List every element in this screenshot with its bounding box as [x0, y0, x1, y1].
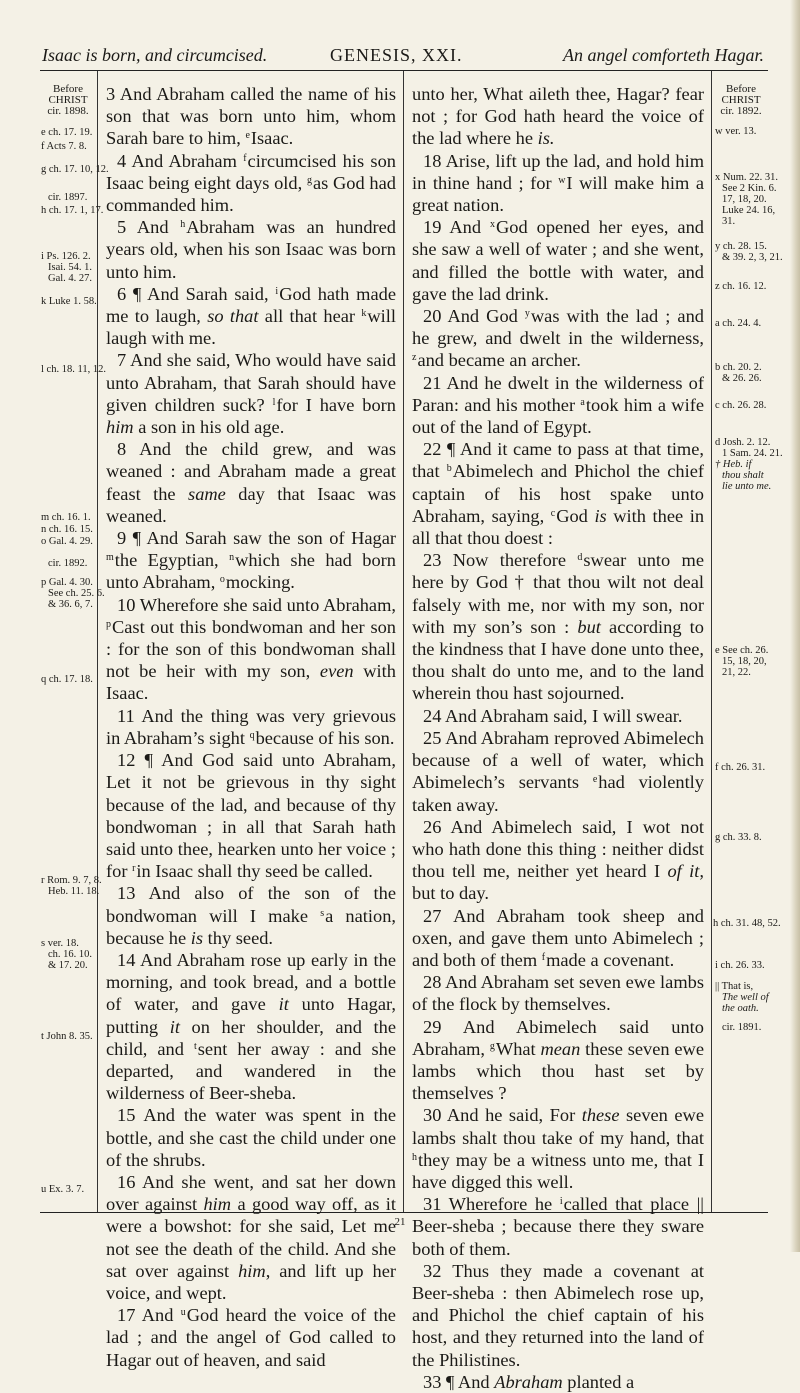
margin-note: z ch. 16. 12.: [715, 281, 767, 292]
header-center: GENESIS, XXI.: [330, 45, 463, 65]
verse-30: 30 And he said, For these seven ewe lambs shalt thou take of my hand, that $^h$they may be a witness unto me, that I have digged this well.: [412, 1105, 704, 1192]
margin-note: & 17. 20.: [48, 960, 88, 971]
margin-note: lie unto me.: [722, 481, 772, 492]
verse-4: 4 And Abraham $^f$circumcised his son Isaac being eight days old, $^g$as God had commanded him.: [106, 150, 396, 216]
verse-14: 14 And Abraham rose up early in the morning, and took bread, and a bottle of water, and gave it unto Hagar, putting it on her shoulder, and the child, and $^t$sent her away : and she departed, and wandered in the wilderness of Beer-sheba.: [106, 949, 396, 1104]
verse-20: 20 And God $^y$was with the lad ; and he grew, and dwelt in the wilderness, $^z$and became an archer.: [412, 306, 704, 371]
margin-note: Isai. 54. 1.: [48, 262, 93, 273]
right-margin-heading: Before CHRIST cir. 1892.: [720, 83, 762, 117]
margin-note: h ch. 31. 48, 52.: [713, 918, 781, 929]
verse-27: 27 And Abraham took sheep and oxen, and gave them unto Abimelech ; and both of them $^f$made a covenant.: [412, 905, 704, 970]
verse-13: 13 And also of the son of the bondwoman will I make $^s$a nation, because he is thy seed.: [106, 883, 396, 948]
margin-note: thou shalt: [722, 470, 764, 481]
running-header: [40, 40, 768, 71]
margin-note: m ch. 16. 1.: [41, 512, 91, 523]
right-margin: [713, 84, 769, 121]
margin-note: Gal. 4. 27.: [48, 273, 93, 284]
verse-22: 22 ¶ And it came to pass at that time, that $^b$Abimelech and Phichol the chief captain of his host spake unto Abraham, saying, $^c$God is with thee in all that thou doest :: [412, 439, 705, 549]
text-column-right: [412, 83, 704, 1393]
margin-note: s ver. 18.: [41, 938, 79, 949]
margin-note: cir. 1897.: [48, 192, 88, 203]
left-margin-rule: [97, 71, 98, 1213]
margin-note: o Gal. 4. 29.: [41, 536, 93, 547]
margin-note: e See ch. 26.: [715, 645, 769, 656]
margin-note: cir. 1891.: [722, 1022, 762, 1033]
verse-29: 29 And Abimelech said unto Abraham, $^g$What mean these seven ewe lambs which thou hast set by themselves ?: [412, 1016, 705, 1104]
margin-note: the oath.: [722, 1003, 759, 1014]
margin-note: † Heb. if: [715, 459, 752, 470]
margin-note: 31.: [722, 216, 736, 227]
left-margin-heading: Before CHRIST cir. 1898.: [47, 83, 89, 117]
header-left: Isaac is born, and circumcised.: [42, 45, 268, 65]
center-column-rule: [403, 71, 404, 1213]
verse-19: 19 And $^x$God opened her eyes, and she saw a well of water ; and she went, and filled the bottle with water, and gave the lad drink.: [412, 217, 704, 304]
margin-note: & 26. 26.: [722, 373, 762, 384]
margin-note: l ch. 18. 11, 12.: [41, 364, 106, 375]
margin-note: 15, 18, 20,: [722, 656, 767, 667]
verse-33: 33 ¶ And Abraham planted a: [423, 1371, 635, 1392]
margin-note: x Num. 22. 31.: [715, 172, 778, 183]
verse-10: 10 Wherefore she said unto Abraham, $^p$Cast out this bondwoman and her son : for the son of this bondwoman shall not be heir with my son, even with Isaac.: [106, 594, 396, 704]
verse-24: 24 And Abraham said, I will swear.: [423, 705, 683, 726]
verse-3: 3 And Abraham called the name of his son that was born unto him, whom Sarah bare to him, $^e$Isaac.: [106, 84, 396, 149]
text-column-left: [106, 83, 396, 1371]
header-right: An angel comforteth Hagar.: [563, 45, 764, 65]
margin-note: y ch. 28. 15.: [715, 241, 767, 252]
margin-note: a ch. 24. 4.: [715, 318, 762, 329]
verse-25: 25 And Abraham reproved Abimelech because of a well of water, which Abimelech’s servants $^e$had violently taken away.: [412, 727, 704, 815]
verse-8: 8 And the child grew, and was weaned : and Abraham made a great feast the same day that Isaac was weaned.: [106, 439, 396, 526]
margin-note: b ch. 20. 2.: [715, 362, 762, 373]
margin-note: q ch. 17. 18.: [41, 674, 93, 685]
margin-note: Luke 24. 16,: [722, 205, 776, 216]
margin-note: f ch. 26. 31.: [715, 762, 766, 773]
margin-note: 21, 22.: [722, 667, 751, 678]
verse-26: 26 And Abimelech said, I wot not who hath done this thing : neither didst thou tell me, neither yet heard I of it, but to day.: [412, 816, 704, 904]
margin-note: d Josh. 2. 12.: [715, 437, 771, 448]
margin-note: p Gal. 4. 30.: [41, 577, 93, 588]
margin-note: k Luke 1. 58.: [41, 296, 97, 307]
margin-note: t John 8. 35.: [41, 1031, 93, 1042]
verse-7: 7 And she said, Who would have said unto Abraham, that Sarah should have given children suck? $^l$for I have born him a son in his old age.: [106, 350, 396, 438]
margin-note: & 39. 2, 3, 21.: [722, 252, 783, 263]
verse-17: 17 And $^u$God heard the voice of the lad ; and the angel of God called to Hagar out of heaven, and said: [106, 1305, 396, 1370]
verse-12: 12 ¶ And God said unto Abraham, Let it not be grievous in thy sight because of the lad, and because of thy bondwoman ; in all that Sarah hath said unto thee, hearken unto her voice ; for $^r$in Isaac shall thy seed be called.: [106, 750, 396, 882]
margin-note: u Ex. 3. 7.: [41, 1184, 85, 1195]
margin-note: 1 Sam. 24. 21.: [722, 448, 783, 459]
verse-32: 32 Thus they made a covenant at Beer-sheba : then Abimelech rose up, and Phichol the chief captain of his host, and they returned into the land of the Philistines.: [412, 1260, 704, 1370]
margin-note: g ch. 33. 8.: [715, 832, 762, 843]
margin-note: Heb. 11. 18.: [48, 886, 100, 897]
margin-note: c ch. 26. 28.: [715, 400, 767, 411]
margin-note: i ch. 26. 33.: [715, 960, 765, 971]
margin-note: r Rom. 9. 7, 8.: [41, 875, 102, 886]
margin-note: || That is,: [715, 981, 754, 992]
left-margin: [40, 84, 96, 121]
verse-16: 16 And she went, and sat her down over against him a good way off, as it were a bowshot: for she said, Let me not see the death of the child. And she sat over against him, and lift up her voice, and wept.: [106, 1171, 396, 1303]
margin-note: n ch. 16. 15.: [41, 524, 93, 535]
margin-note: See 2 Kin. 6.: [722, 183, 777, 194]
margin-note: h ch. 17. 1, 17.: [41, 205, 104, 216]
verse-11: 11 And the thing was very grievous in Abraham’s sight $^q$because of his son.: [106, 705, 396, 748]
margin-note: & 36. 6, 7.: [48, 599, 93, 610]
margin-note: ch. 16. 10.: [48, 949, 93, 960]
verse-5: 5 And $^h$Abraham was an hundred years old, when his son Isaac was born unto him.: [106, 217, 396, 282]
margin-note: i Ps. 126. 2.: [41, 251, 91, 262]
page-edge: [790, 0, 800, 1252]
verse-23: 23 Now therefore $^d$swear unto me here by God † that thou wilt not deal falsely with me, nor with my son, nor with my son’s son : but according to the kindness that I have done unto thee, thou shalt do unto me, and to the land wherein thou hast sojourned.: [412, 550, 704, 704]
margin-note: See ch. 25. 6.: [48, 588, 105, 599]
verse-21: 21 And he dwelt in the wilderness of Paran: and his mother $^a$took him a wife out of the land of Egypt.: [412, 372, 704, 438]
margin-note: e ch. 17. 19.: [41, 127, 93, 138]
verse-9: 9 ¶ And Sarah saw the son of Hagar $^m$the Egyptian, $^n$which she had born unto Abraham, $^o$mocking.: [106, 528, 396, 593]
verse-6: 6 ¶ And Sarah said, $^i$God hath made me to laugh, so that all that hear $^k$will laugh with me.: [106, 283, 397, 349]
verse-31: 31 Wherefore he $^i$called that place || Beer-sheba ; because there they sware both of them.: [412, 1194, 704, 1259]
verse-28: 28 And Abraham set seven ewe lambs of the flock by themselves.: [412, 972, 704, 1015]
margin-note: f Acts 7. 8.: [41, 141, 87, 152]
right-margin-rule: [711, 71, 712, 1213]
page-number: 21: [394, 1216, 406, 1228]
margin-note: g ch. 17. 10, 12.: [41, 164, 109, 175]
verse-15: 15 And the water was spent in the bottle, and she cast the child under one of the shrubs.: [106, 1105, 396, 1170]
margin-note: The well of: [722, 992, 769, 1003]
margin-note: 17, 18, 20.: [722, 194, 767, 205]
margin-note: w ver. 13.: [715, 126, 757, 137]
verse-17-cont: unto her, What aileth thee, Hagar? fear not ; for God hath heard the voice of the lad where he is.: [412, 84, 704, 149]
margin-note: cir. 1892.: [48, 558, 88, 569]
verse-18: 18 Arise, lift up the lad, and hold him in thine hand ; for $^w$I will make him a great nation.: [412, 150, 704, 216]
